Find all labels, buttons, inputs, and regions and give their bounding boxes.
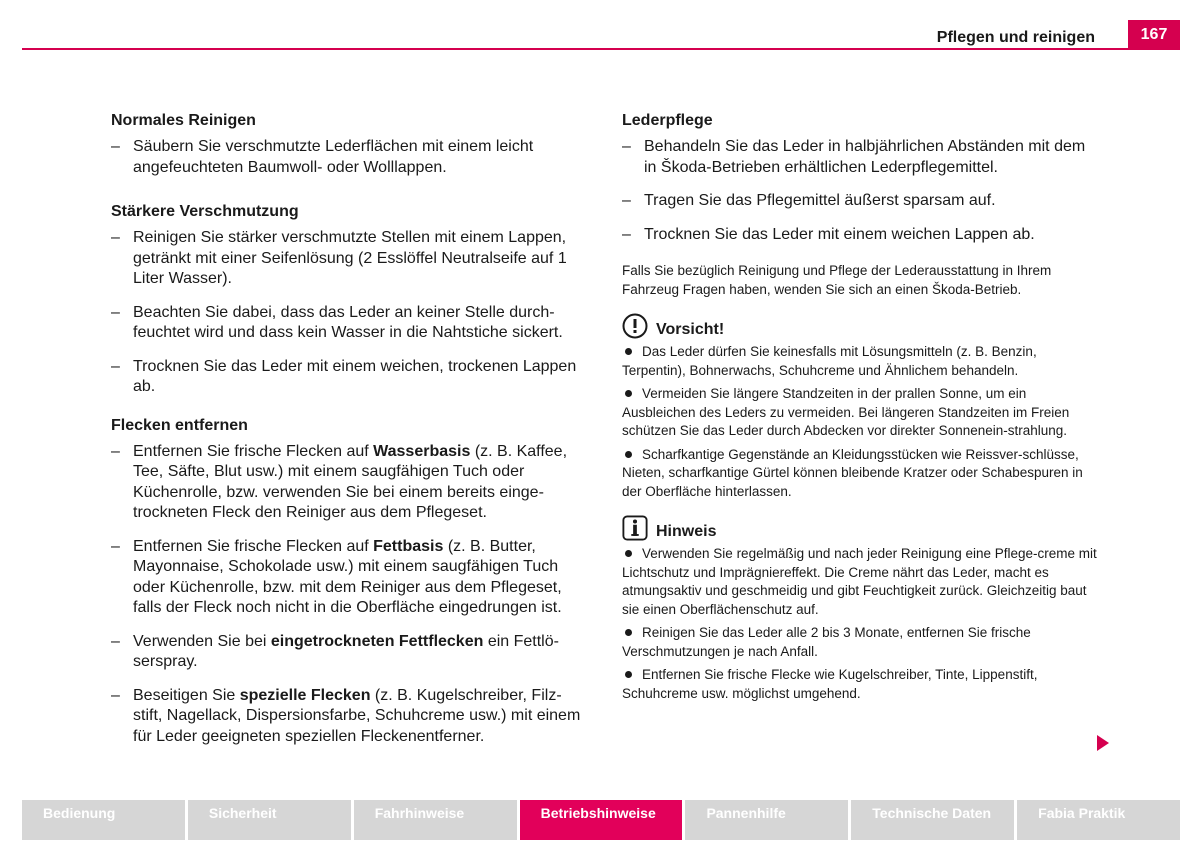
info-note: Falls Sie bezüglich Reinigung und Pflege der Lederausstattung in Ihrem Fahrzeug Fragen haben, wenden Sie sich an einen Škoda-Betrieb. <box>622 263 1052 297</box>
info-box-icon <box>622 515 648 541</box>
list-item: – Beseitigen Sie spezielle Flecken (z. B. Kugelschreiber, Filz-stift, Nagellack, Dispersionsfarbe, Schuhcreme usw.) mit einem für Leder geeigneten speziellen Fleckenentferner. <box>111 686 581 745</box>
heading-flecken-entfernen: Flecken entfernen <box>111 416 248 434</box>
list-item: – Reinigen Sie stärker verschmutzte Stellen mit einem Lappen, getränkt mit einer Seifenlösung (2 Esslöffel Neutralseife auf 1 Liter Wasser). <box>111 229 567 287</box>
hint-label: Hinweis <box>656 523 717 540</box>
hint-bullet: Reinigen Sie das Leder alle 2 bis 3 Monate, entfernen Sie frische Verschmutzungen je nach Anfall. <box>622 625 1031 659</box>
heading-lederpflege: Lederpflege <box>622 112 713 129</box>
list-item: – Säubern Sie verschmutzte Lederflächen mit einem leicht angefeuchteten Baumwoll- oder Wolllappen. <box>111 138 534 176</box>
list-item: – Verwenden Sie bei eingetrockneten Fettflecken ein Fettlö-serspray. <box>111 632 559 670</box>
header-rule <box>22 48 1180 50</box>
tab-bedienung[interactable]: Bedienung <box>22 800 185 840</box>
list-item: – Tragen Sie das Pflegemittel äußerst sparsam auf. <box>622 192 996 209</box>
chapter-title: Pflegen und reinigen <box>936 29 1095 46</box>
tab-fahrhinweise[interactable]: Fahrhinweise <box>354 800 517 840</box>
next-page-arrow-icon[interactable] <box>1097 735 1109 751</box>
right-column <box>622 111 1097 708</box>
heading-normales-reinigen: Normales Reinigen <box>111 112 256 129</box>
tab-pannenhilfe[interactable]: Pannenhilfe <box>685 800 848 840</box>
tab-betriebshinweise[interactable]: Betriebshinweise <box>520 800 683 840</box>
hint-bullet: Verwenden Sie regelmäßig und nach jeder Reinigung eine Pflege-creme mit Lichtschutz und Imprägniereffekt. Die Creme nährt das Leder, macht es atmungsaktiv und geschmeidig und gibt Feuchtigkeit zurück. Gleichzeitig baut sie einen Oberflächenschutz auf. <box>622 546 1097 617</box>
page-number: 167 <box>1128 20 1180 50</box>
left-column <box>111 111 581 760</box>
list-item: – Beachten Sie dabei, dass das Leder an keiner Stelle durch-feuchtet wird und dass kein Wasser in die Nahtstiche sickert. <box>111 303 563 341</box>
heading-staerkere-verschmutzung: Stärkere Verschmutzung <box>111 203 299 220</box>
list-item: – Entfernen Sie frische Flecken auf Fettbasis (z. B. Butter, Mayonnaise, Schokolade usw.) mit einem saugfähigen Tuch oder Küchenrolle, bzw. mit dem Reiniger aus dem Pflegeset, falls der Fleck noch nicht in die Oberfläche eingedrungen ist. <box>111 537 562 616</box>
tab-fabia-praktik[interactable]: Fabia Praktik <box>1017 800 1180 840</box>
list-item: – Trocknen Sie das Leder mit einem weichen Lappen ab. <box>622 225 1035 243</box>
tab-sicherheit[interactable]: Sicherheit <box>188 800 351 840</box>
caution-label: Vorsicht! <box>656 321 725 338</box>
exclamation-circle-icon <box>622 313 648 339</box>
hint-header <box>622 515 1097 541</box>
caution-header <box>622 313 1097 339</box>
tab-technische-daten[interactable]: Technische Daten <box>851 800 1014 840</box>
list-item: – Behandeln Sie das Leder in halbjährlichen Abständen mit dem in Škoda-Betrieben erhältlichen Lederpflegemittel. <box>622 138 1086 176</box>
chapter-nav <box>22 800 1180 840</box>
list-item: – Trocknen Sie das Leder mit einem weichen, trockenen Lappen ab. <box>111 357 577 395</box>
list-item: – Entfernen Sie frische Flecken auf Wasserbasis (z. B. Kaffee, Tee, Säfte, Blut usw.) mit einem saugfähigen Tuch oder Küchenrolle, bzw. verwenden Sie bei einem bereits einge-trockneten Fleck den Reiniger aus dem Pflegeset. <box>111 442 568 521</box>
hint-bullet: Entfernen Sie frische Flecke wie Kugelschreiber, Tinte, Lippenstift, Schuhcreme usw. möglichst umgehend. <box>622 667 1038 701</box>
caution-bullet: Das Leder dürfen Sie keinesfalls mit Lösungsmitteln (z. B. Benzin, Terpentin), Bohnerwachs, Schuhcreme und Ähnlichem behandeln. <box>622 344 1037 378</box>
caution-bullet: Vermeiden Sie längere Standzeiten in der prallen Sonne, um ein Ausbleichen des Leders zu vermeiden. Bei längeren Standzeiten im Freien schützen Sie das Leder durch Abdecken vor direkter Sonnenein-strahlung. <box>622 386 1070 438</box>
caution-bullet: Scharfkantige Gegenstände an Kleidungsstücken wie Reissver-schlüsse, Nieten, scharfkantige Gürtel können bleibende Kratzer oder Schabespuren in der Oberfläche hinterlassen. <box>622 446 1083 499</box>
